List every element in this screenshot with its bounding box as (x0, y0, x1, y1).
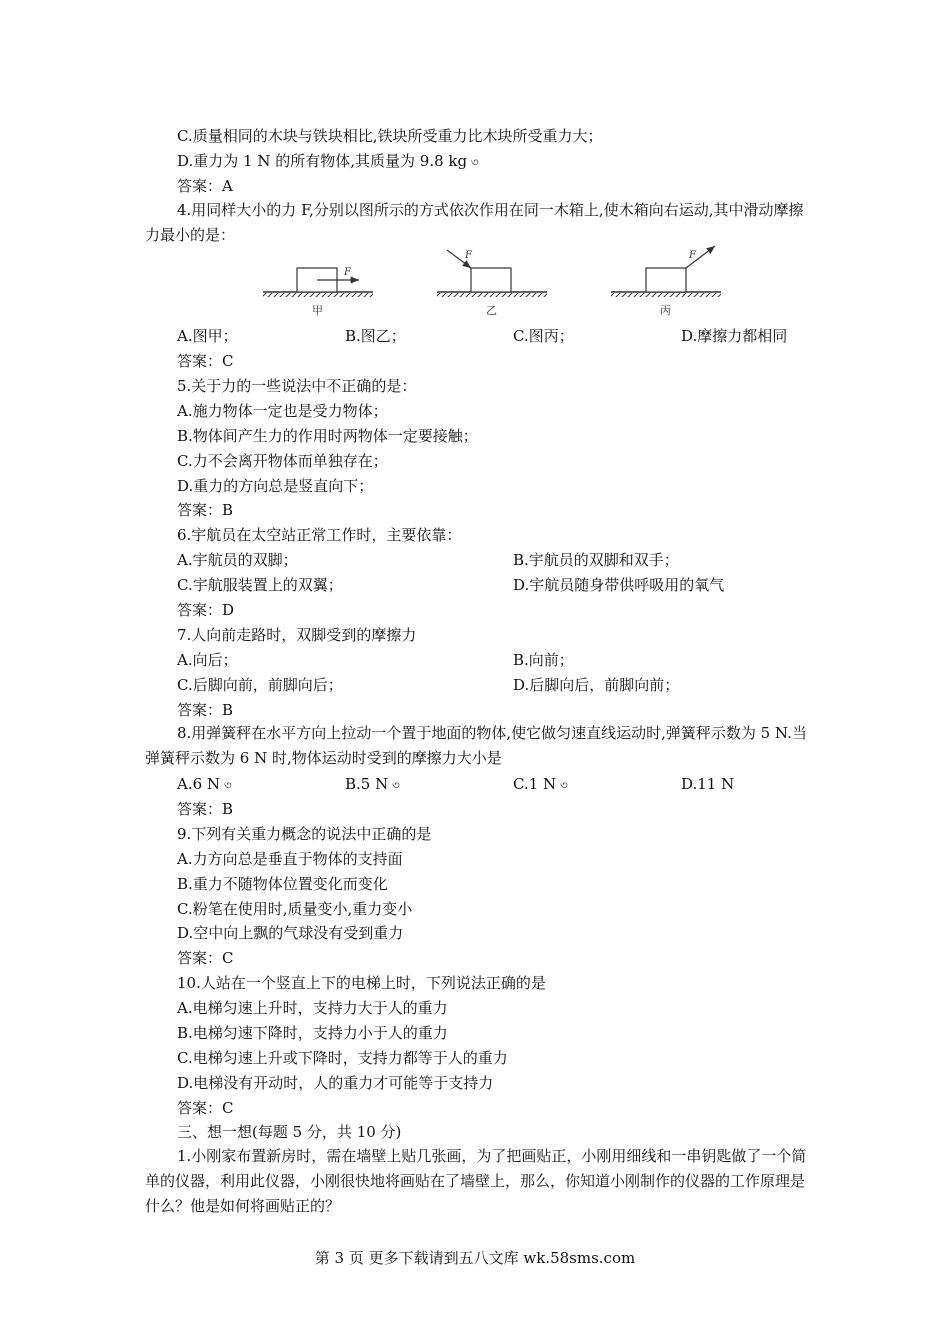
q8-stem: 8.用弹簧秤在水平方向上拉动一个置于地面的物体,使它做匀速直线运动时,弹簧秤示数为 5 N.当弹簧秤示数为 6 N 时,物体运动时受到的摩擦力大小是 (145, 724, 807, 767)
q5-option-a: A.施力物体一定也是受力物体； (177, 402, 388, 420)
q7-option-c: C.后脚向前，前脚向后； (177, 676, 343, 694)
q7-answer: 答案：B (177, 701, 234, 719)
q10-option-b: B.电梯匀速下降时，支持力小于人的重力 (177, 1024, 448, 1042)
q5-answer: 答案：B (177, 501, 234, 519)
q10-answer: 答案：C (177, 1099, 234, 1117)
figure-yi (437, 250, 547, 317)
q5-option-b: B.物体间产生力的作用时两物体一定要接触； (177, 427, 478, 445)
q4-option-a: A.图甲； (177, 327, 238, 345)
q5-stem: 5.关于力的一些说法中不正确的是： (177, 377, 417, 395)
q7-option-d: D.后脚向后，前脚向前； (513, 676, 680, 694)
q4-answer: 答案：C (177, 352, 234, 370)
q4-option-b: B.图乙； (345, 327, 406, 345)
q4-option-d: D.摩擦力都相同 (681, 327, 788, 345)
q7-option-b: B.向前； (513, 651, 574, 669)
q8-answer: 答案：B (177, 800, 234, 818)
section3-heading: 三、想一想(每题 5 分，共 10 分) (177, 1123, 402, 1141)
q3-answer: 答案：A (177, 177, 233, 195)
scribble-mark-icon: ৩ (467, 155, 479, 169)
q9-option-c: C.粉笔在使用时,质量变小,重力变小 (177, 900, 413, 918)
force-label-jia: F (344, 267, 351, 278)
q8-option-d: D.11 N (681, 775, 735, 793)
figure-bing (611, 246, 721, 317)
scribble-mark-icon: ৩ (388, 778, 400, 792)
force-label-bing: F (689, 250, 696, 261)
q5-option-c: C.力不会离开物体而单独存在； (177, 452, 388, 470)
q9-option-b: B.重力不随物体位置变化而变化 (177, 875, 388, 893)
q9-option-d: D.空中向上飘的气球没有受到重力 (177, 924, 404, 942)
caption-yi: 乙 (486, 304, 497, 317)
q4-option-c: C.图丙； (513, 327, 574, 345)
q10-option-c: C.电梯匀速上升或下降时，支持力都等于人的重力 (177, 1049, 508, 1067)
q7-stem: 7.人向前走路时，双脚受到的摩擦力 (177, 626, 417, 644)
q10-stem: 10.人站在一个竖直上下的电梯上时，下列说法正确的是 (177, 974, 546, 992)
q9-stem: 9.下列有关重力概念的说法中正确的是 (177, 825, 432, 843)
q7-option-a: A.向后； (177, 651, 238, 669)
figure-jia (263, 267, 373, 317)
q10-option-a: A.电梯匀速上升时，支持力大于人的重力 (177, 999, 448, 1017)
force-label-yi: F (465, 250, 472, 261)
section3-q1: 1.小刚家布置新房时，需在墙壁上贴几张画，为了把画贴正，小刚用细线和一串钥匙做了一个简单的仪器，利用此仪器，小刚很快地将画贴在了墙壁上，那么，你知道小刚制作的仪器的工作原理是什么？他是如何将画贴正的？ (145, 1147, 807, 1215)
page-footer: 第 3 页 更多下载请到五八文库 wk.58sms.com (314, 1249, 636, 1267)
q10-option-d: D.电梯没有开动时，人的重力才可能等于支持力 (177, 1074, 494, 1092)
q6-option-b: B.宇航员的双脚和双手； (513, 551, 679, 569)
q9-option-a: A.力方向总是垂直于物体的支持面 (177, 850, 403, 868)
q6-option-d: D.宇航员随身带供呼吸用的氧气 (513, 576, 725, 594)
q3-option-d: D.重力为 1 N 的所有物体,其质量为 9.8 kg ৩ (177, 152, 479, 170)
scribble-mark-icon: ৩ (220, 778, 232, 792)
q8-option-b: B.5 N ৩ (345, 775, 400, 793)
q6-answer: 答案：D (177, 601, 235, 619)
scribble-mark-icon: ৩ (556, 778, 568, 792)
q6-option-c: C.宇航服装置上的双翼； (177, 576, 343, 594)
q3-option-c: C.质量相同的木块与铁块相比,铁块所受重力比木块所受重力大； (177, 127, 603, 145)
q9-answer: 答案：C (177, 949, 234, 967)
q4-figure (255, 244, 735, 322)
q6-stem: 6.宇航员在太空站正常工作时，主要依靠： (177, 526, 462, 544)
q5-option-d: D.重力的方向总是竖直向下； (177, 477, 374, 495)
q8-option-c: C.1 N ৩ (513, 775, 568, 793)
q8-option-a: A.6 N ৩ (177, 775, 232, 793)
caption-bing: 丙 (660, 304, 671, 317)
q6-option-a: A.宇航员的双脚； (177, 551, 298, 569)
caption-jia: 甲 (312, 304, 323, 317)
q4-stem: 4.用同样大小的力 F,分别以图所示的方式依次作用在同一木箱上,使木箱向右运动,其中滑动摩擦力最小的是： (145, 201, 804, 244)
